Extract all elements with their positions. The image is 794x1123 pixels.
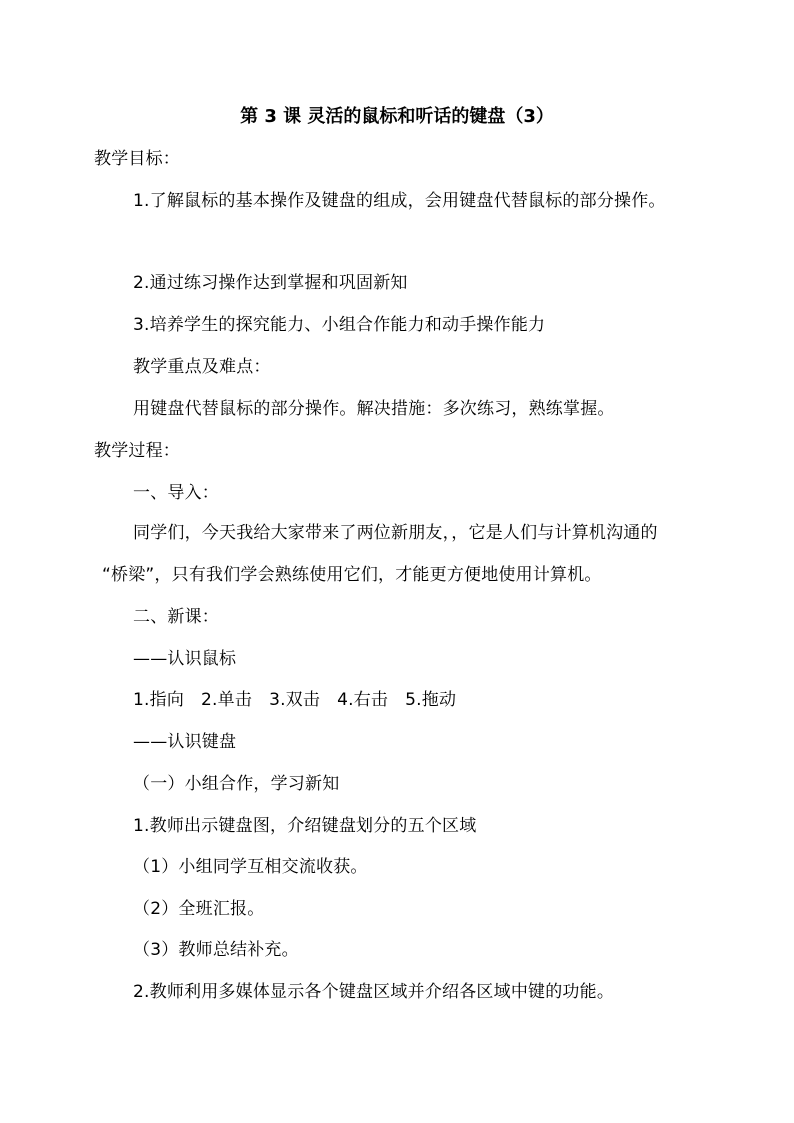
mouse-item: 1.指向 <box>133 690 185 710</box>
sub-step-3: （3）教师总结补充。 <box>133 940 299 960</box>
step-2: 2.教师利用多媒体显示各个键盘区域并介绍各区域中键的功能。 <box>133 982 615 1002</box>
objective-3: 3.培养学生的探究能力、小组合作能力和动手操作能力 <box>133 315 546 335</box>
document-title: 第 3 课 灵活的鼠标和听话的键盘（3） <box>240 106 554 127</box>
mouse-item: 3.双击 <box>269 690 321 710</box>
mouse-item: 2.单击 <box>201 690 253 710</box>
mouse-item: 5.拖动 <box>405 690 457 710</box>
objective-2: 2.通过练习操作达到掌握和巩固新知 <box>133 273 408 293</box>
step-1: 1.教师出示键盘图，介绍键盘划分的五个区域 <box>133 816 477 836</box>
keyboard-heading: ——认识键盘 <box>133 732 237 752</box>
section-2-heading: 二、新课： <box>133 607 219 627</box>
objectives-heading: 教学目标： <box>94 149 180 169</box>
key-points-heading: 教学重点及难点： <box>133 357 271 377</box>
section-1-heading: 一、导入： <box>133 483 219 503</box>
sub-step-1: （1）小组同学互相交流收获。 <box>133 857 368 877</box>
process-heading: 教学过程： <box>94 441 180 461</box>
mouse-heading: ——认识鼠标 <box>133 649 237 669</box>
objective-1: 1.了解鼠标的基本操作及键盘的组成，会用键盘代替鼠标的部分操作。 <box>133 191 666 211</box>
key-points-text: 用键盘代替鼠标的部分操作。解决措施：多次练习，熟练掌握。 <box>133 399 615 419</box>
mouse-operations-list <box>133 689 456 711</box>
mouse-item: 4.右击 <box>337 690 389 710</box>
intro-line-1: 同学们，今天我给大家带来了两位新朋友，，它是人们与计算机沟通的 <box>133 523 658 543</box>
intro-line-2: “桥梁”，只有我们学会熟练使用它们，才能更方便地使用计算机。 <box>102 565 602 585</box>
sub-step-2: （2）全班汇报。 <box>133 899 265 919</box>
group-heading: （一）小组合作，学习新知 <box>133 774 340 794</box>
